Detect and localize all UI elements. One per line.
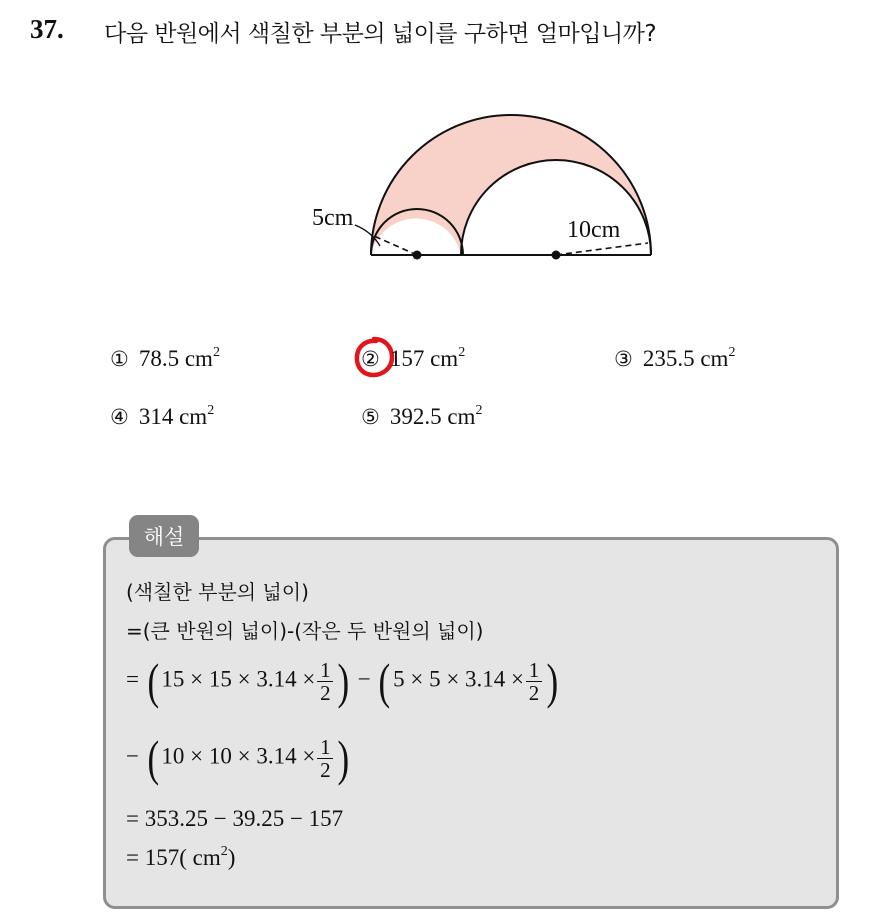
solution-line-3: = ( 15 × 15 × 3.14 × $\frac{1}{2}$ ) − ( 5 × 5 × 3.14 × $\frac{1}{2}$ ) (126, 653, 559, 709)
solution-line-1: (색칠한 부분의 넓이) (126, 580, 309, 604)
large-radius-line (556, 243, 648, 255)
label-10cm: 10cm (567, 217, 621, 243)
solution-line-6: = 157( $cm^2$) (126, 844, 236, 870)
choice-1-number: ① (110, 347, 129, 371)
solution-tag: 해설 (129, 515, 199, 557)
solution-line-4: − ( 10 × 10 × 3.14 × $\frac{1}{2}$ ) (126, 730, 350, 786)
choice-3-number: ③ (614, 347, 633, 371)
fraction-half: $\frac{1}{2}$ (526, 659, 542, 704)
choice-5[interactable]: ⑤ 392.5 $cm^2$ (361, 403, 483, 429)
choice-1[interactable]: ① 78.5 $cm^2$ (110, 345, 220, 371)
fraction-half: $\frac{1}{2}$ (317, 659, 333, 704)
question-number: 37. (30, 14, 64, 44)
label-5cm: 5cm (312, 205, 354, 231)
semicircle-figure (0, 0, 884, 330)
solution-line-5: = 353.25 − 39.25 − 157 (126, 806, 344, 831)
choice-5-number: ⑤ (361, 405, 380, 429)
question-text: 다음 반원에서 색칠한 부분의 넓이를 구하면 얼마입니까? (104, 21, 657, 47)
choice-4-number: ④ (110, 405, 129, 429)
solution-line-2: =(큰 반원의 넓이)-(작은 두 반원의 넓이) (126, 619, 484, 643)
choice-2[interactable]: ② 157 $cm^2$ (361, 345, 466, 371)
choice-4[interactable]: ④ 314 $cm^2$ (110, 403, 215, 429)
choice-3[interactable]: ③ 235.5 $cm^2$ (614, 345, 736, 371)
choice-2-number: ② (361, 347, 380, 371)
fraction-half: $\frac{1}{2}$ (317, 736, 333, 781)
